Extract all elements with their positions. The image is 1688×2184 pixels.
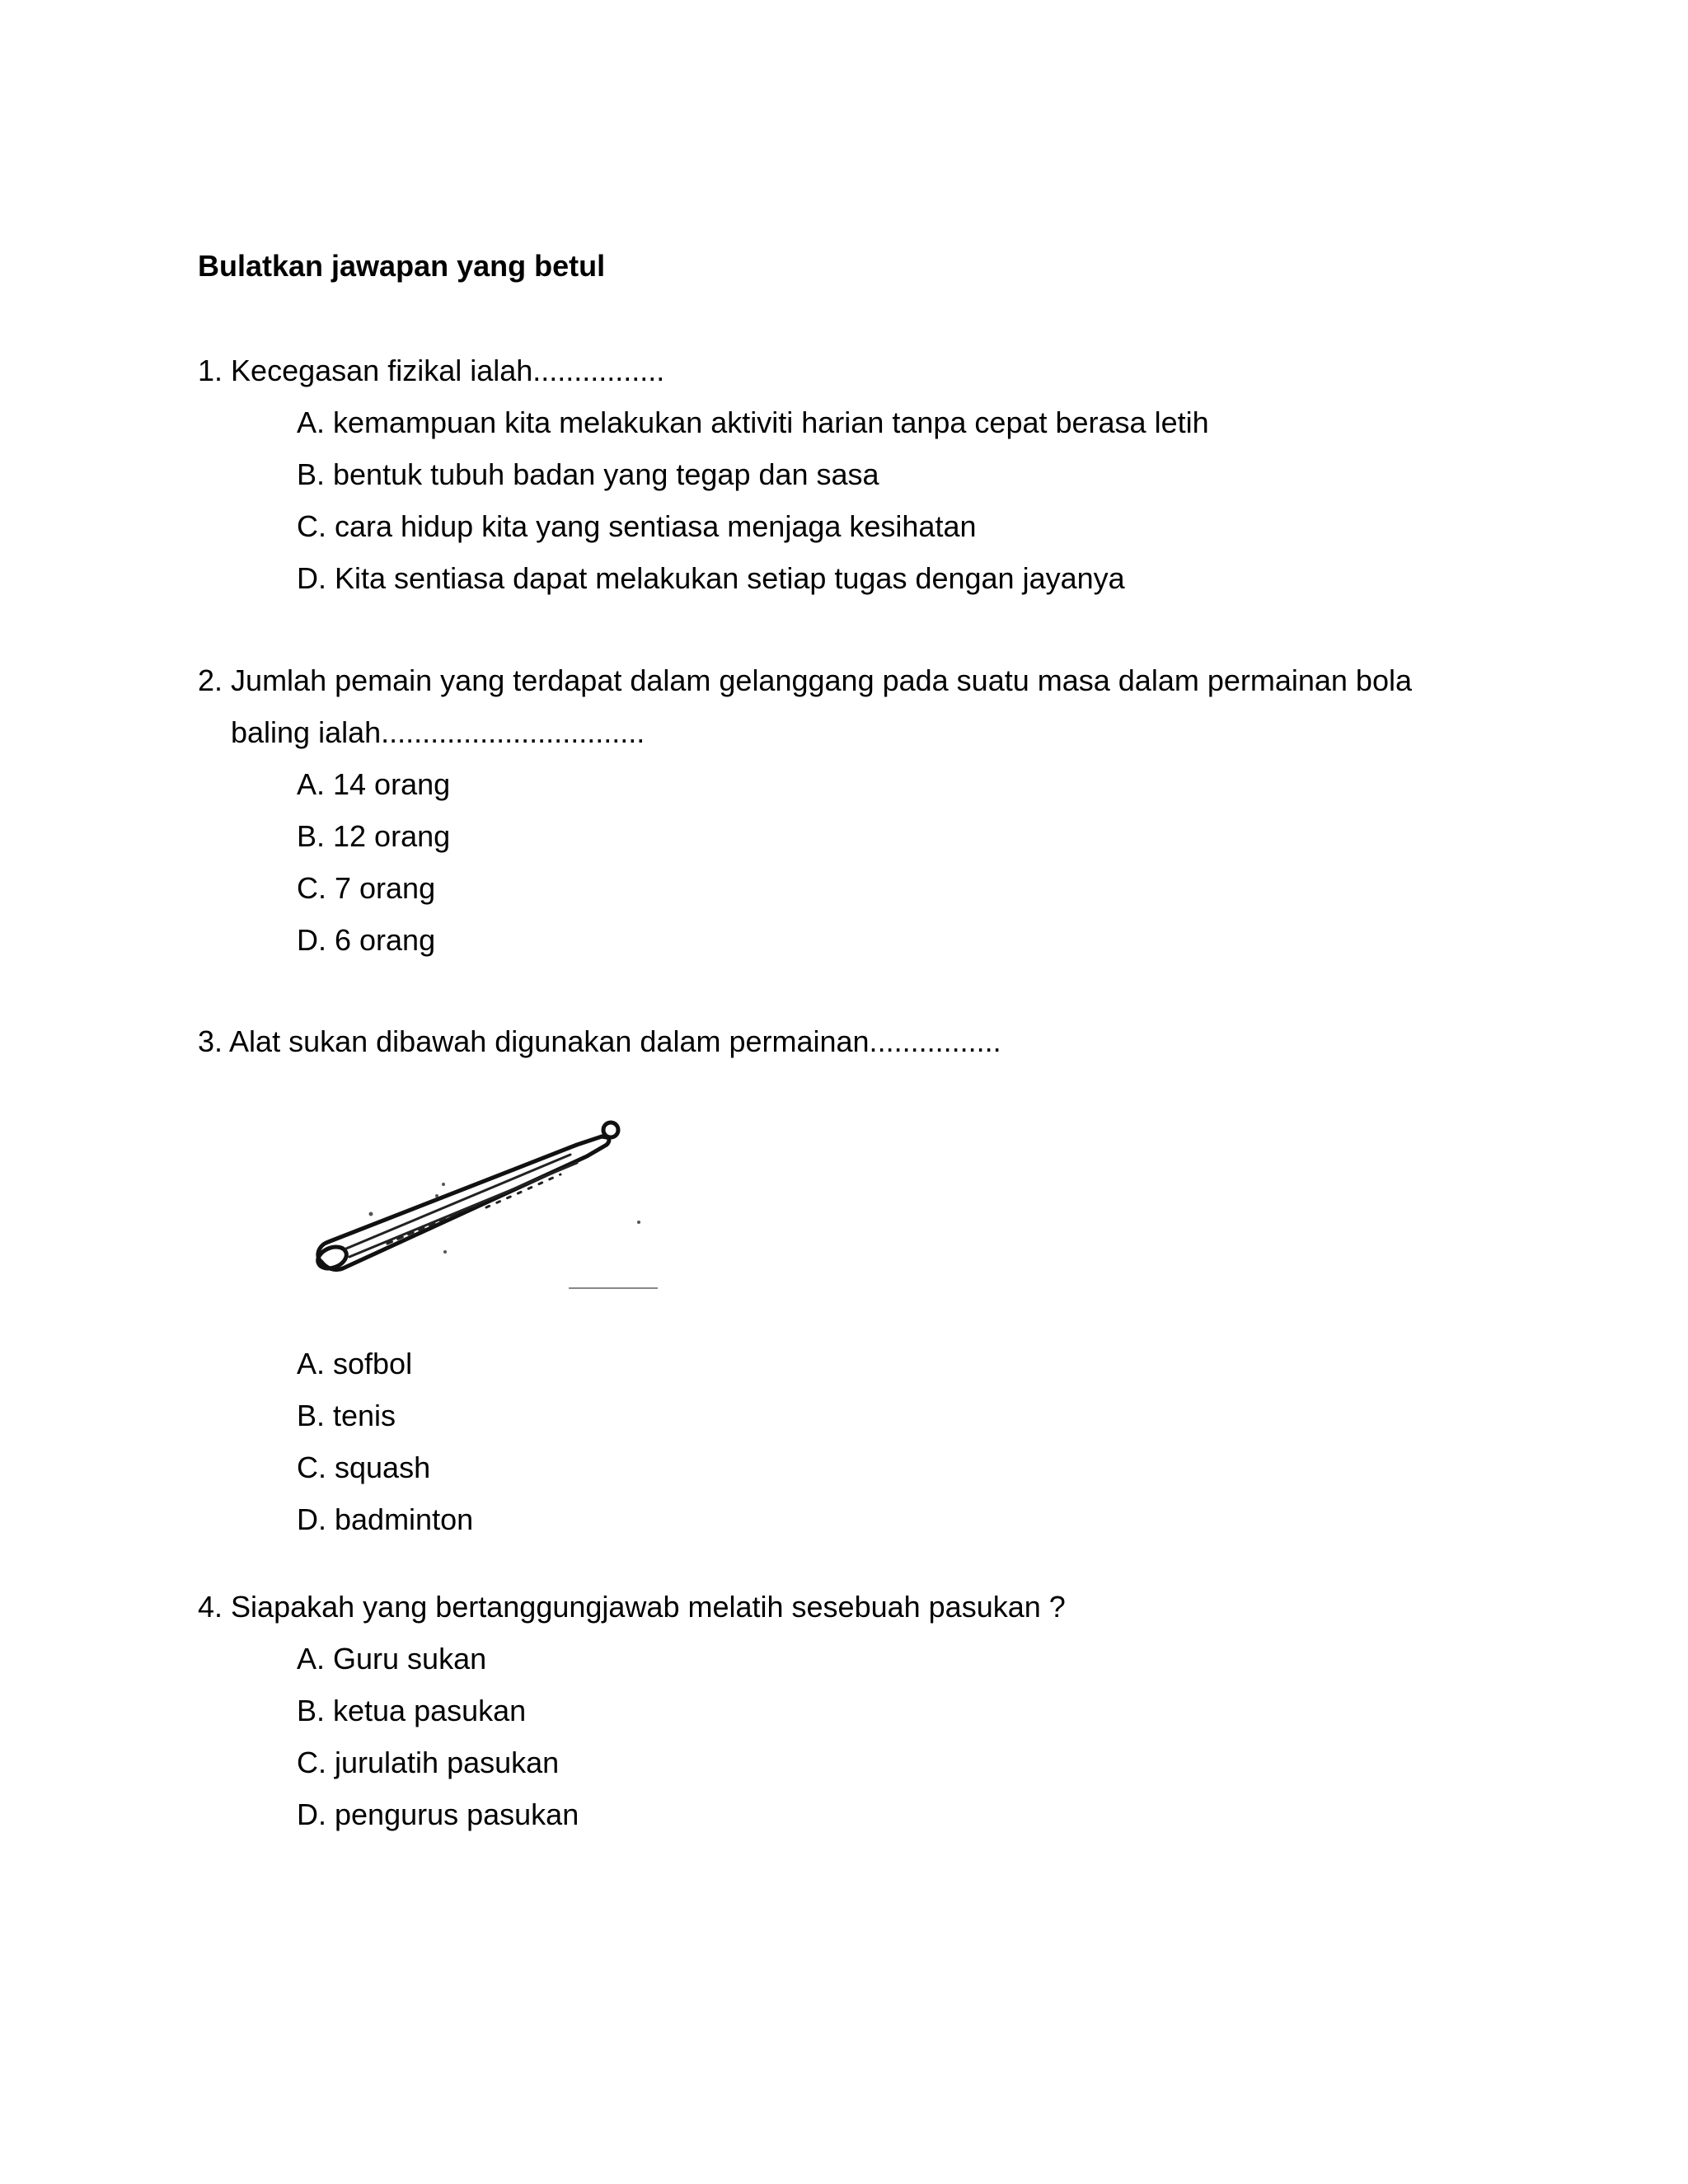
question-2-number: 2.: [198, 663, 223, 697]
question-1-number: 1.: [198, 354, 223, 387]
question-2-option-b[interactable]: B. 12 orang: [297, 819, 451, 853]
instruction-heading: Bulatkan jawapan yang betul: [198, 249, 606, 283]
question-2-option-d[interactable]: D. 6 orang: [297, 923, 436, 957]
question-2: [198, 654, 1412, 966]
bat-illustration-icon: [264, 1099, 676, 1296]
question-3-text: Alat sukan dibawah digunakan dalam permainan................: [229, 1024, 1001, 1058]
question-1-options: [198, 396, 1209, 604]
question-2-stem: [198, 654, 1412, 706]
question-2-options: [198, 758, 1412, 966]
question-2-text-continued: baling ialah................................: [231, 715, 645, 749]
question-1-option-a[interactable]: A. kemampuan kita melakukan aktiviti harian tanpa cepat berasa letih: [297, 405, 1209, 439]
question-2-option-a[interactable]: A. 14 orang: [297, 767, 451, 801]
question-2-text: Jumlah pemain yang terdapat dalam gelanggang pada suatu masa dalam permainan bola: [231, 663, 1412, 697]
question-1-text: Kecegasan fizikal ialah................: [231, 354, 665, 387]
question-2-option-c[interactable]: C. 7 orang: [297, 871, 436, 905]
question-3-number: 3.: [198, 1024, 223, 1058]
question-3-stem: [198, 1015, 1001, 1067]
question-1-stem: [198, 344, 1209, 396]
question-3-option-a[interactable]: A. sofbol: [297, 1347, 413, 1380]
question-4-text: Siapakah yang bertanggungjawab melatih sesebuah pasukan ?: [231, 1590, 1066, 1624]
question-4-options: [198, 1633, 1066, 1840]
question-1-option-b[interactable]: B. bentuk tubuh badan yang tegap dan sasa: [297, 457, 879, 491]
question-3: [198, 1015, 1001, 1545]
question-3-option-c[interactable]: C. squash: [297, 1451, 431, 1484]
question-3-option-d[interactable]: D. badminton: [297, 1502, 474, 1536]
question-1-option-d[interactable]: D. Kita sentiasa dapat melakukan setiap tugas dengan jayanya: [297, 561, 1125, 595]
question-4-option-b[interactable]: B. ketua pasukan: [297, 1694, 527, 1727]
question-3-option-b[interactable]: B. tenis: [297, 1399, 396, 1432]
question-4: [198, 1581, 1066, 1840]
question-4-option-d[interactable]: D. pengurus pasukan: [297, 1797, 579, 1831]
question-4-option-a[interactable]: A. Guru sukan: [297, 1642, 487, 1675]
question-3-options: [198, 1338, 1001, 1545]
question-1-option-c[interactable]: C. cara hidup kita yang sentiasa menjaga kesihatan: [297, 509, 977, 543]
question-4-number: 4.: [198, 1590, 223, 1624]
question-4-option-c[interactable]: C. jurulatih pasukan: [297, 1746, 560, 1779]
question-1: [198, 344, 1209, 604]
question-4-stem: [198, 1581, 1066, 1633]
